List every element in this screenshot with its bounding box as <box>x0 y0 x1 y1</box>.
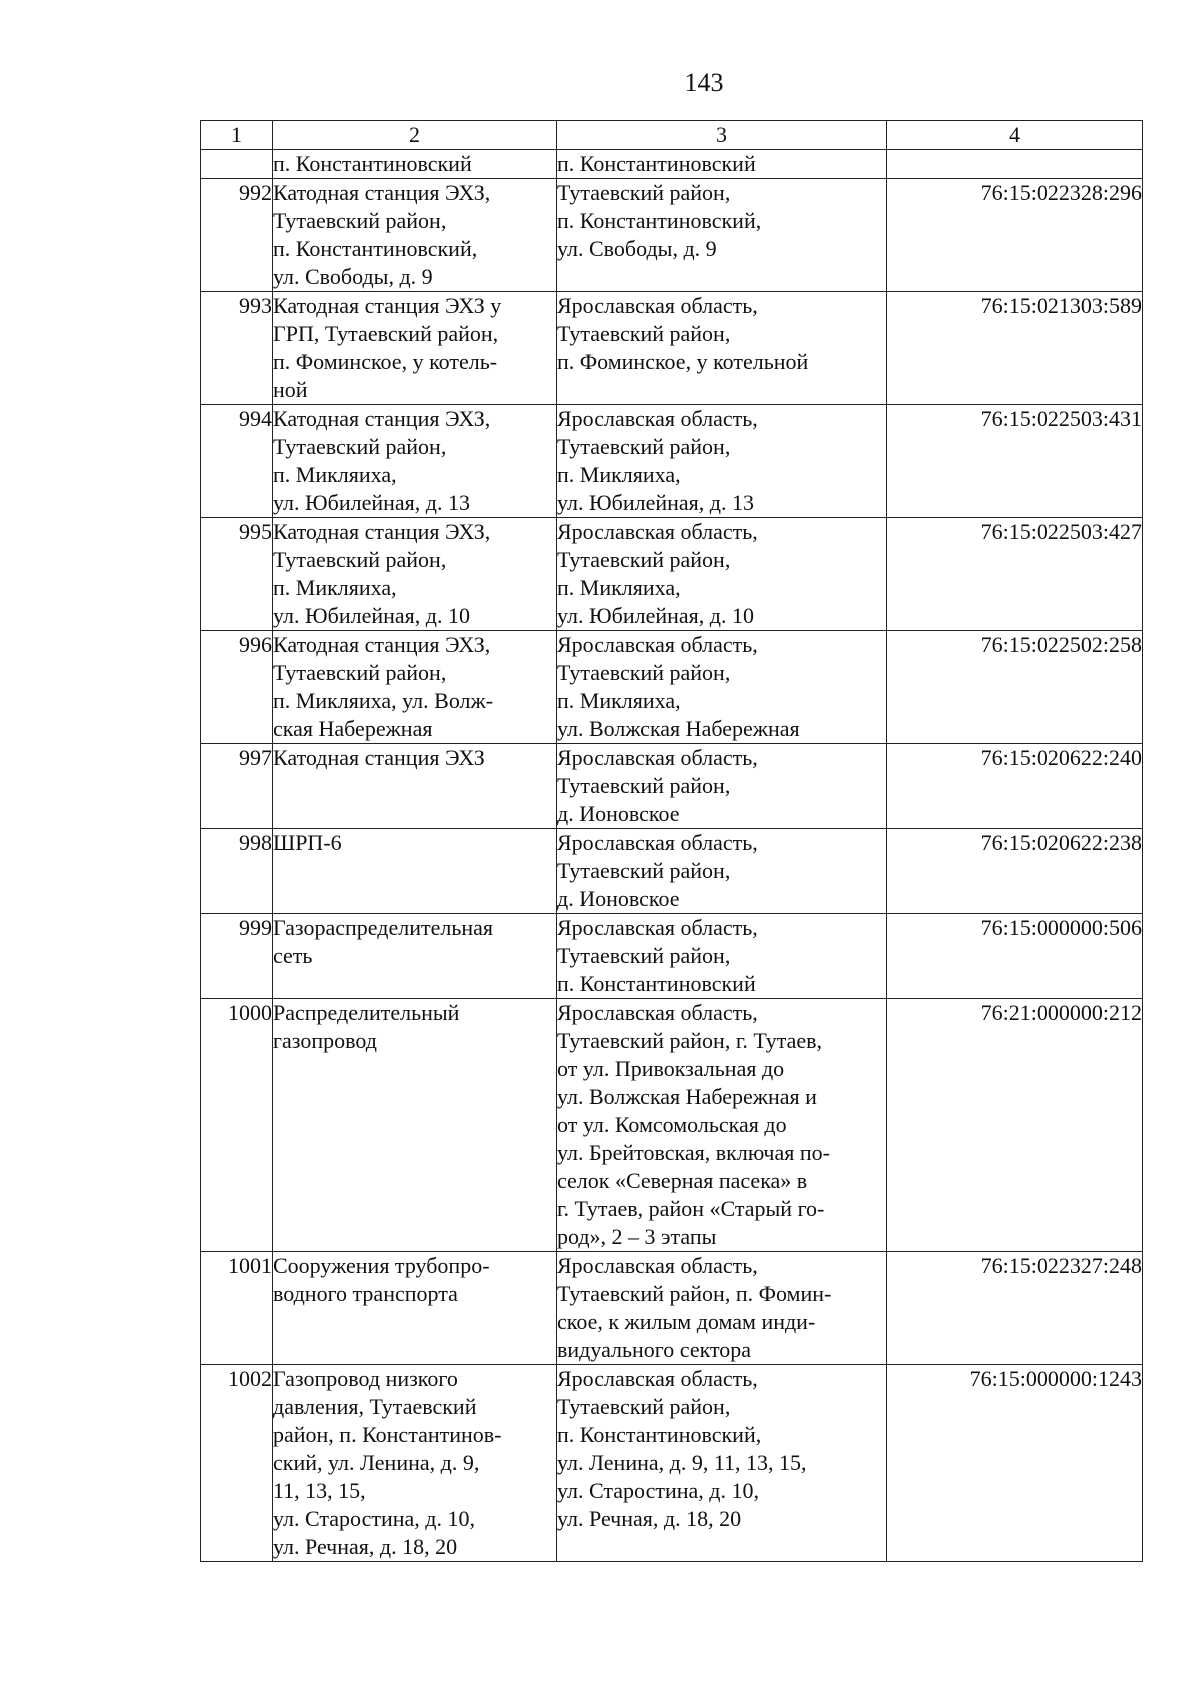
address-line: видуального сектора <box>557 1337 752 1362</box>
column-header-2: 2 <box>273 121 557 150</box>
address-line: Тутаевский район, п. Фомин- <box>557 1281 832 1306</box>
row-number-cell: 999 <box>201 914 273 999</box>
table-row <box>201 829 1143 914</box>
column-header-4: 4 <box>887 121 1143 150</box>
address-line: Ярославская область, <box>557 1000 758 1025</box>
object-name-line: Тутаевский район, <box>273 434 447 459</box>
address-cell <box>557 1252 887 1365</box>
address-line: п. Константиновский <box>557 971 756 996</box>
address-line: Тутаевский район, <box>557 858 731 883</box>
object-name-line: район, п. Константинов- <box>273 1422 502 1447</box>
table-row <box>201 405 1143 518</box>
address-line: Тутаевский район, <box>557 1394 731 1419</box>
cadastral-number-cell: 76:15:000000:1243 <box>887 1365 1143 1562</box>
object-name-line: Катодная станция ЭХЗ, <box>273 180 491 205</box>
address-cell <box>557 631 887 744</box>
cadastral-number-cell: 76:15:022328:296 <box>887 179 1143 292</box>
address-cell <box>557 829 887 914</box>
address-cell <box>557 292 887 405</box>
address-line: п. Константиновский, <box>557 1422 762 1447</box>
object-name-line: ул. Юбилейная, д. 13 <box>273 490 470 515</box>
row-number-cell: 993 <box>201 292 273 405</box>
cadastral-number-cell: 76:15:020622:238 <box>887 829 1143 914</box>
page-number: 143 <box>684 68 724 97</box>
address-line: п. Константиновский, <box>557 208 762 233</box>
address-cell <box>557 150 887 179</box>
cadastral-number-cell: 76:15:021303:589 <box>887 292 1143 405</box>
cadastral-number-cell: 76:21:000000:212 <box>887 999 1143 1252</box>
address-line: Ярославская область, <box>557 915 758 940</box>
address-line: д. Ионовское <box>557 886 680 911</box>
address-line: ул. Свободы, д. 9 <box>557 236 717 261</box>
row-number-cell: 995 <box>201 518 273 631</box>
address-line: д. Ионовское <box>557 801 680 826</box>
column-header-1: 1 <box>201 121 273 150</box>
table-row <box>201 518 1143 631</box>
object-name-line: Тутаевский район, <box>273 660 447 685</box>
address-line: Тутаевский район, <box>557 434 731 459</box>
row-number-cell: 998 <box>201 829 273 914</box>
object-name-line: п. Константиновский, <box>273 236 478 261</box>
cadastral-number-cell <box>887 150 1143 179</box>
address-line: п. Фоминское, у котельной <box>557 349 809 374</box>
object-name-line: ский, ул. Ленина, д. 9, <box>273 1450 480 1475</box>
address-line: ское, к жилым домам инди- <box>557 1309 816 1334</box>
object-name-line: ул. Речная, д. 18, 20 <box>273 1534 458 1559</box>
address-line: ул. Брейтовская, включая по- <box>557 1140 830 1165</box>
address-line: ул. Юбилейная, д. 13 <box>557 490 754 515</box>
object-name-cell <box>273 744 557 829</box>
object-name-line: Катодная станция ЭХЗ, <box>273 519 491 544</box>
object-name-line: ГРП, Тутаевский район, <box>273 321 499 346</box>
table-header-row <box>201 121 1143 150</box>
row-number-cell: 1001 <box>201 1252 273 1365</box>
object-name-line: Тутаевский район, <box>273 547 447 572</box>
object-name-line: газопровод <box>273 1028 377 1053</box>
address-line: Ярославская область, <box>557 406 758 431</box>
column-header-3: 3 <box>557 121 887 150</box>
object-name-cell <box>273 405 557 518</box>
address-cell <box>557 518 887 631</box>
cadastral-number-cell: 76:15:000000:506 <box>887 914 1143 999</box>
table-row <box>201 150 1143 179</box>
address-line: Ярославская область, <box>557 293 758 318</box>
table-row <box>201 744 1143 829</box>
object-name-line: Катодная станция ЭХЗ у <box>273 293 502 318</box>
object-name-cell <box>273 292 557 405</box>
object-name-line: ул. Свободы, д. 9 <box>273 264 433 289</box>
object-name-line: п. Микляиха, <box>273 575 397 600</box>
table-row <box>201 999 1143 1252</box>
address-line: Ярославская область, <box>557 519 758 544</box>
object-name-cell <box>273 150 557 179</box>
object-name-line: п. Микляиха, ул. Волж- <box>273 688 494 713</box>
address-cell <box>557 405 887 518</box>
row-number-cell: 997 <box>201 744 273 829</box>
table-row <box>201 179 1143 292</box>
row-number-cell: 1000 <box>201 999 273 1252</box>
address-line: ул. Волжская Набережная и <box>557 1084 817 1109</box>
cadastral-number-cell: 76:15:022503:431 <box>887 405 1143 518</box>
object-name-cell <box>273 829 557 914</box>
object-name-line: водного транспорта <box>273 1281 458 1306</box>
object-name-line: Катодная станция ЭХЗ <box>273 745 485 770</box>
object-name-line: ская Набережная <box>273 716 433 741</box>
address-line: Ярославская область, <box>557 745 758 770</box>
table-row <box>201 1365 1143 1562</box>
object-name-line: давления, Тутаевский <box>273 1394 477 1419</box>
row-number-cell: 996 <box>201 631 273 744</box>
object-name-cell <box>273 1252 557 1365</box>
address-cell <box>557 1365 887 1562</box>
object-name-line: Сооружения трубопро- <box>273 1253 490 1278</box>
table-row <box>201 292 1143 405</box>
table-body <box>201 150 1143 1562</box>
address-cell <box>557 744 887 829</box>
address-line: Ярославская область, <box>557 1253 758 1278</box>
address-line: ул. Речная, д. 18, 20 <box>557 1506 742 1531</box>
address-cell <box>557 179 887 292</box>
address-line: Тутаевский район, <box>557 547 731 572</box>
address-line: ул. Старостина, д. 10, <box>557 1478 759 1503</box>
row-number-cell: 992 <box>201 179 273 292</box>
object-name-cell <box>273 518 557 631</box>
object-name-line: п. Микляиха, <box>273 462 397 487</box>
object-name-line: Катодная станция ЭХЗ, <box>273 632 491 657</box>
object-name-cell <box>273 179 557 292</box>
object-name-line: п. Фоминское, у котель- <box>273 349 498 374</box>
address-line: ул. Волжская Набережная <box>557 716 800 741</box>
object-name-line: Газораспределительная <box>273 915 494 940</box>
address-line: п. Микляиха, <box>557 462 681 487</box>
address-line: г. Тутаев, район «Старый го- <box>557 1196 825 1221</box>
object-name-line: Газопровод низкого <box>273 1366 458 1391</box>
address-line: Тутаевский район, г. Тутаев, <box>557 1028 823 1053</box>
address-line: Ярославская область, <box>557 830 758 855</box>
address-line: Тутаевский район, <box>557 321 731 346</box>
address-line: п. Микляиха, <box>557 575 681 600</box>
table-row <box>201 1252 1143 1365</box>
address-line: Тутаевский район, <box>557 660 731 685</box>
address-line: от ул. Привокзальная до <box>557 1056 785 1081</box>
object-name-line: ной <box>273 377 308 402</box>
address-line: Тутаевский район, <box>557 180 731 205</box>
object-name-line: Тутаевский район, <box>273 208 447 233</box>
address-line: п. Микляиха, <box>557 688 681 713</box>
row-number-cell <box>201 150 273 179</box>
registry-table <box>200 120 1143 1562</box>
object-name-line: ШРП-6 <box>273 830 342 855</box>
address-line: п. Константиновский <box>557 151 756 176</box>
address-line: род», 2 – 3 этапы <box>557 1224 717 1249</box>
address-line: селок «Северная пасека» в <box>557 1168 808 1193</box>
address-cell <box>557 999 887 1252</box>
object-name-line: ул. Юбилейная, д. 10 <box>273 603 470 628</box>
row-number-cell: 994 <box>201 405 273 518</box>
object-name-cell <box>273 914 557 999</box>
table-row <box>201 914 1143 999</box>
address-line: Ярославская область, <box>557 632 758 657</box>
object-name-line: п. Константиновский <box>273 151 472 176</box>
cadastral-number-cell: 76:15:022327:248 <box>887 1252 1143 1365</box>
object-name-cell <box>273 1365 557 1562</box>
address-line: ул. Ленина, д. 9, 11, 13, 15, <box>557 1450 807 1475</box>
table-row <box>201 631 1143 744</box>
cadastral-number-cell: 76:15:022502:258 <box>887 631 1143 744</box>
address-cell <box>557 914 887 999</box>
address-line: от ул. Комсомольская до <box>557 1112 787 1137</box>
row-number-cell: 1002 <box>201 1365 273 1562</box>
object-name-line: сеть <box>273 943 313 968</box>
address-line: Тутаевский район, <box>557 943 731 968</box>
address-line: Ярославская область, <box>557 1366 758 1391</box>
address-line: Тутаевский район, <box>557 773 731 798</box>
object-name-line: Катодная станция ЭХЗ, <box>273 406 491 431</box>
address-line: ул. Юбилейная, д. 10 <box>557 603 754 628</box>
object-name-line: 11, 13, 15, <box>273 1478 366 1503</box>
object-name-line: Распределительный <box>273 1000 460 1025</box>
object-name-line: ул. Старостина, д. 10, <box>273 1506 475 1531</box>
object-name-cell <box>273 631 557 744</box>
cadastral-number-cell: 76:15:020622:240 <box>887 744 1143 829</box>
object-name-cell <box>273 999 557 1252</box>
cadastral-number-cell: 76:15:022503:427 <box>887 518 1143 631</box>
